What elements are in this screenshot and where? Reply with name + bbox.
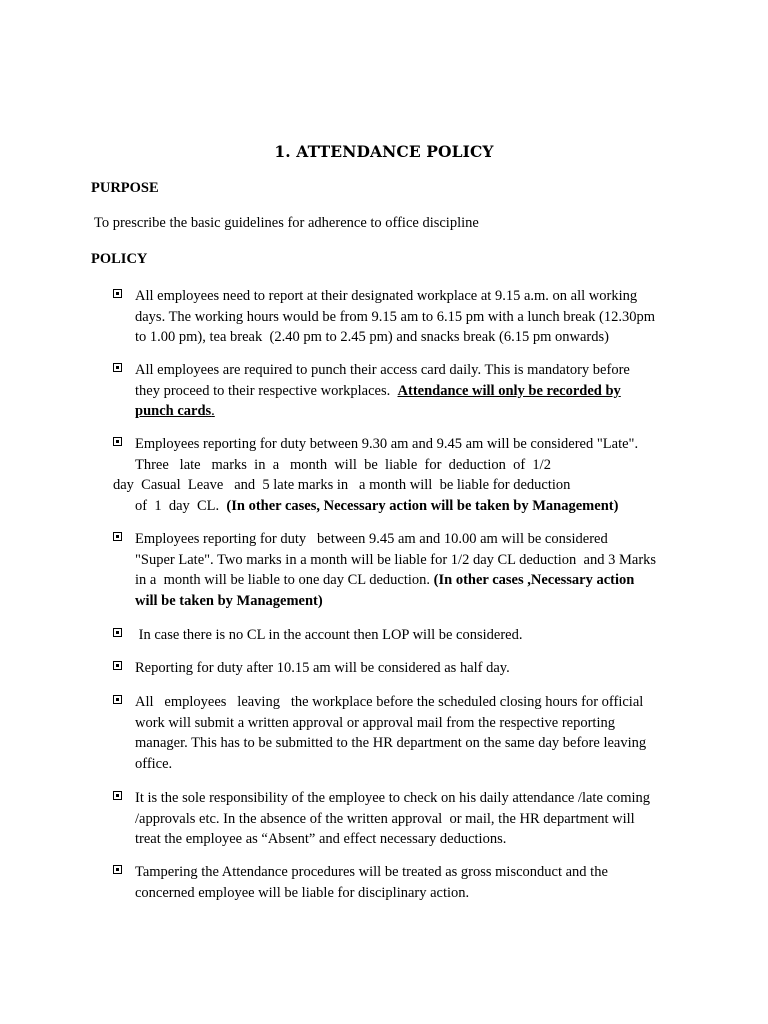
checkbox-bullet-icon [113,437,122,446]
bullet-line: All employees are required to punch their access card daily. This is mandatory before [135,362,630,378]
checkbox-bullet-icon [113,695,122,704]
bullet-line [135,381,695,402]
bullet-line-plain: of 1 day CL. [135,497,227,514]
bullet-line: "Super Late". Two marks in a month will be liable for 1/2 day CL deduction and 3 Marks [135,551,657,568]
checkbox-bullet-icon [113,363,122,372]
checkbox-bullet-icon [113,661,122,670]
bullet-text [135,788,695,850]
checkbox-bullet-icon [113,289,122,298]
purpose-text: To prescribe the basic guidelines for adherence to office discipline [94,215,479,231]
bullet-line: All employees leaving the workplace before the scheduled closing hours for official [135,694,644,710]
bullet-emphasis: punch cards [135,403,212,419]
bullet-line [135,496,695,517]
bullet-line: In case there is no CL in the account then LOP will be considered. [135,627,523,643]
document-title: 1. ATTENDANCE POLICY [274,142,494,161]
bullet-text [113,434,695,516]
bullet-text [135,658,695,679]
bullet-text [135,862,695,903]
bullet-line: It is the sole responsibility of the employee to check on his daily attendance /late coming [135,790,651,806]
checkbox-bullet-icon [113,532,122,541]
bullet-line: work will submit a written approval or approval mail from the respective reporting [135,714,615,731]
bullet-text [135,692,695,774]
bullet-text [135,529,695,611]
bullet-line-plain: in a month will be liable to one day CL deduction. [135,572,434,588]
policy-heading: POLICY [91,251,148,267]
bullet-line: days. The working hours would be from 9.15 am to 6.15 pm with a lunch break (12.30pm [135,308,656,325]
bullet-emphasis: Attendance will only be recorded by [397,382,621,399]
bullet-line-tail: . [211,403,215,419]
bullet-line [135,401,695,422]
bullet-text [135,286,695,348]
bullet-line: Three late marks in a month will be liable for deduction of 1/2 [135,456,551,473]
bullet-line: to 1.00 pm), tea break (2.40 pm to 2.45 pm) and snacks break (6.15 pm onwards) [135,329,609,345]
checkbox-bullet-icon [113,628,122,637]
checkbox-bullet-icon [113,865,122,874]
bullet-emphasis: (In other cases ,Necessary action [433,572,635,588]
bullet-line: /approvals etc. In the absence of the written approval or mail, the HR department will [135,810,635,827]
bullet-line: concerned employee will be liable for disciplinary action. [135,884,470,901]
bullet-line-plain: they proceed to their respective workplaces. [135,382,398,399]
bullet-line: day Casual Leave and 5 late marks in a month will be liable for deduction [113,477,571,493]
bullet-line: Tampering the Attendance procedures will be treated as gross misconduct and the [135,864,608,880]
bullet-line: manager. This has to be submitted to the HR department on the same day before leaving [135,735,647,751]
bullet-line: Employees reporting for duty between 9.45 am and 10.00 am will be considered [135,531,608,547]
bullet-line: Reporting for duty after 10.15 am will be considered as half day. [135,660,510,676]
bullet-line: will be taken by Management) [135,592,323,609]
bullet-emphasis: (In other cases, Necessary action will be taken by Management) [226,497,619,514]
bullet-line: Employees reporting for duty between 9.30 am and 9.45 am will be considered "Late". [135,436,639,452]
bullet-line: All employees need to report at their designated workplace at 9.15 a.m. on all working [135,288,638,304]
bullet-line: treat the employee as “Absent” and effect necessary deductions. [135,831,507,847]
bullet-text [135,360,695,422]
checkbox-bullet-icon [113,791,122,800]
bullet-text [135,625,695,646]
bullet-line [135,570,695,591]
purpose-heading: PURPOSE [91,180,159,196]
bullet-line: office. [135,755,173,772]
